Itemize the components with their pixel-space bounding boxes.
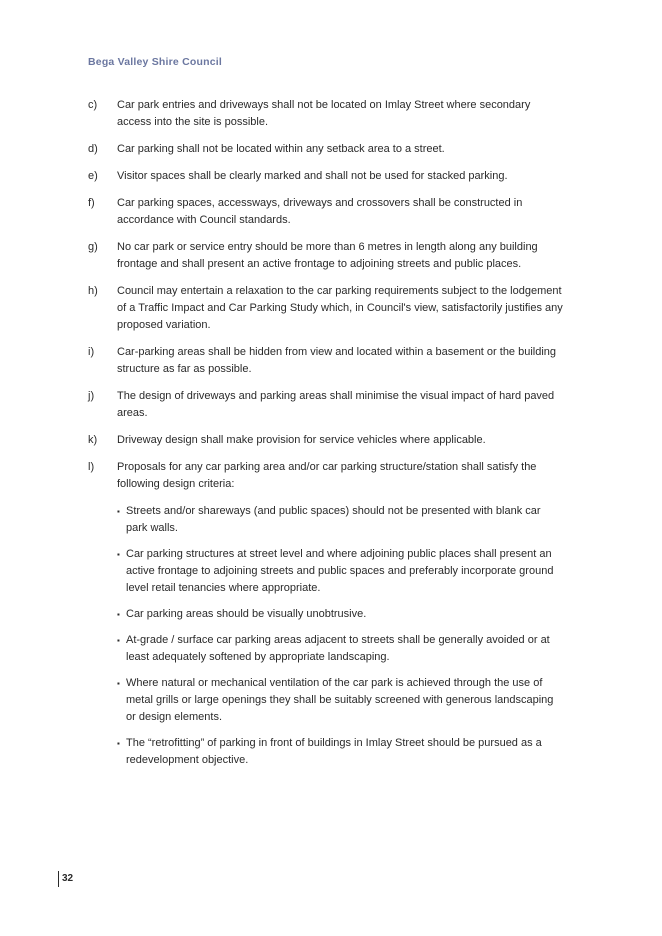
criterion-text: Car parking structures at street level and where adjoining public places shall present an active frontage to adjoining streets and public spaces and preferably incorporate ground level retail tenancies where appropriate. [126, 548, 554, 594]
list-item [117, 632, 563, 666]
clause-c [88, 97, 563, 131]
clause-k [88, 432, 563, 449]
clause-e [88, 168, 563, 185]
clause-text: Council may entertain a relaxation to the car parking requirements subject to the lodgement of a Traffic Impact and Car Parking Study which, in Council's view, satisfactorily justifies any proposed variation. [117, 285, 563, 331]
clause-marker: h) [88, 285, 98, 297]
criterion-text: Streets and/or shareways (and public spaces) should not be presented with blank car park walls. [126, 505, 541, 534]
clause-text: Car parking shall not be located within any setback area to a street. [117, 143, 445, 155]
clause-text: Driveway design shall make provision for service vehicles where applicable. [117, 434, 486, 446]
clause-marker: c) [88, 99, 98, 111]
clause-l [88, 459, 563, 778]
clause-text: Car parking spaces, accessways, driveways and crossovers shall be constructed in accordance with Council standards. [117, 197, 523, 226]
bullet-icon: ▪ [117, 739, 120, 748]
list-item [117, 735, 563, 769]
clause-j [88, 388, 563, 422]
clause-i [88, 344, 563, 378]
clause-marker: j) [88, 390, 95, 402]
bullet-icon: ▪ [117, 610, 120, 619]
clause-marker: d) [88, 143, 98, 155]
document-body [88, 97, 563, 788]
clause-d [88, 141, 563, 158]
clause-marker: e) [88, 170, 98, 182]
criterion-text: At-grade / surface car parking areas adjacent to streets shall be generally avoided or at least adequately softened by appropriate landscaping. [126, 634, 550, 663]
list-item [117, 606, 563, 623]
clause-text: Visitor spaces shall be clearly marked and shall not be used for stacked parking. [117, 170, 508, 182]
list-item [117, 503, 563, 537]
clause-h [88, 283, 563, 334]
criterion-text: Where natural or mechanical ventilation of the car park is achieved through the use of metal grills or large openings they shall be suitably screened with generous landscaping or design elements. [126, 677, 554, 723]
criterion-text: Car parking areas should be visually unobtrusive. [126, 608, 367, 620]
clause-marker: i) [88, 346, 95, 358]
bullet-icon: ▪ [117, 679, 120, 688]
list-item [117, 546, 563, 597]
bullet-icon: ▪ [117, 550, 120, 559]
clause-marker: f) [88, 197, 95, 209]
clause-marker: k) [88, 434, 98, 446]
clause-marker: g) [88, 241, 98, 253]
clause-text: The design of driveways and parking areas shall minimise the visual impact of hard paved areas. [117, 390, 555, 419]
design-criteria-list [117, 503, 563, 769]
clause-text: Proposals for any car parking area and/or car parking structure/station shall satisfy the following design criteria: [117, 461, 537, 490]
document-header: Bega Valley Shire Council [88, 56, 222, 68]
clause-marker: l) [88, 461, 95, 473]
clause-text: Car-parking areas shall be hidden from view and located within a basement or the building structure as far as possible. [117, 346, 557, 375]
clause-g [88, 239, 563, 273]
clause-f [88, 195, 563, 229]
clause-l-body [117, 459, 563, 778]
bullet-icon: ▪ [117, 507, 120, 516]
criterion-text: The “retrofitting” of parking in front of buildings in Imlay Street should be pursued as a redevelopment objective. [126, 737, 542, 766]
clause-text: No car park or service entry should be more than 6 metres in length along any building frontage and shall present an active frontage to adjoining streets and public places. [117, 241, 538, 270]
page-number: 32 [58, 871, 73, 887]
bullet-icon: ▪ [117, 636, 120, 645]
clause-text: Car park entries and driveways shall not be located on Imlay Street where secondary access into the site is possible. [117, 99, 531, 128]
list-item [117, 675, 563, 726]
